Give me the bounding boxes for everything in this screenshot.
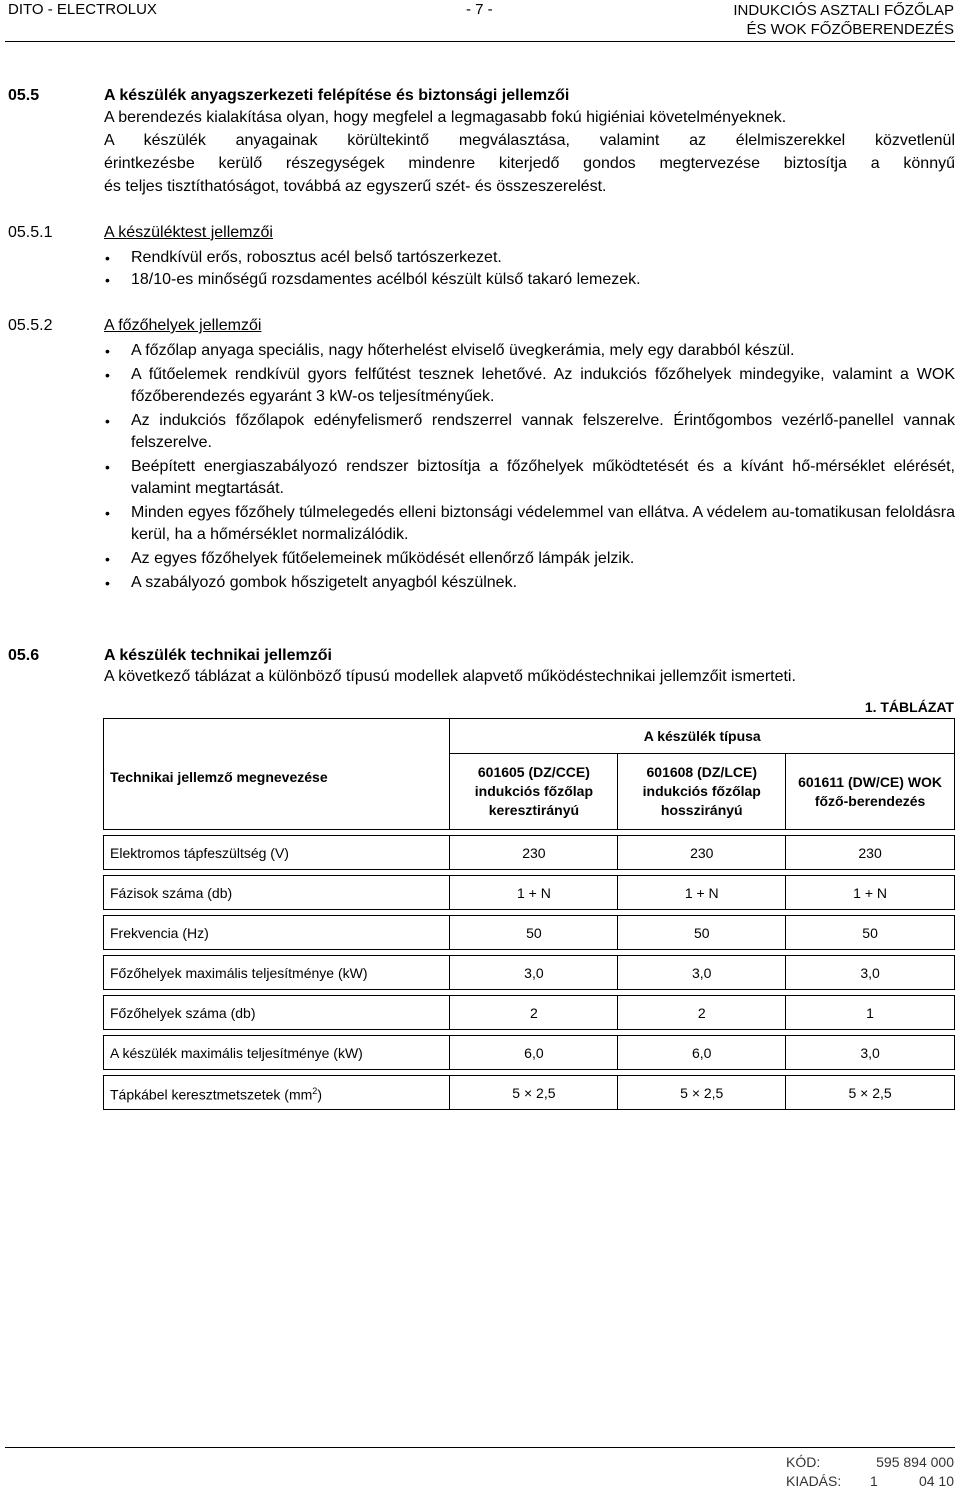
cell-value: 230 (618, 836, 786, 870)
cell-value: 230 (786, 836, 955, 870)
list-item-text: A szabályozó gombok hőszigetelt anyagból készülnek. (131, 574, 518, 591)
list-item-text: Az indukciós főzőlapok edényfelismerő rendszerrel vannak felszerelve. Érintőgombos vezérlő-panellel vannak felszerelve. (131, 412, 955, 451)
list-item (104, 364, 955, 408)
list-item (104, 340, 955, 362)
row-label-text: Tápkábel keresztmetszetek (mm (110, 1086, 313, 1103)
cell-value: 5 × 2,5 (450, 1076, 618, 1110)
paragraph-line: A berendezés kialakítása olyan, hogy megfelel a legmagasabb fokú higiéniai követelményeknek. (104, 109, 787, 126)
list-item-text: 18/10-es minőségű rozsdamentes acélból készült külső takaró lemezek. (131, 271, 641, 288)
row-label: Fázisok száma (db) (104, 876, 450, 910)
table-group-header: A készülék típusa (450, 719, 955, 754)
section-paragraph-05-5 (104, 106, 955, 198)
section-intro-05-6: A következő táblázat a különböző típusú modellek alapvető működéstechnikai jellemzőit ismerteti. (104, 668, 796, 685)
bullet-icon: • (105, 505, 110, 521)
table-label: 1. TÁBLÁZAT (864, 699, 954, 715)
table-row (104, 876, 955, 910)
bullet-list-05-5-2 (104, 340, 955, 594)
section-number-05-6: 05.6 (8, 647, 40, 664)
cell-value: 230 (450, 836, 618, 870)
list-item (104, 572, 955, 594)
footer-code-value: 595 894 000 (876, 1454, 954, 1470)
technical-specs-table (103, 718, 955, 1110)
bullet-icon: • (105, 250, 110, 266)
section-title-05-5-2: A főzőhelyek jellemzői (104, 317, 262, 334)
cell-value: 3,0 (786, 956, 955, 990)
cell-value: 50 (450, 916, 618, 950)
bullet-icon: • (105, 575, 110, 591)
table-row (104, 916, 955, 950)
list-item (104, 548, 955, 570)
header-document-title (733, 1, 954, 39)
list-item-text: Beépített energiaszabályozó rendszer biztosítja a főzőhelyek működtetését és a kívánt hő-mérséklet elérését, valamint megtartását. (131, 458, 955, 497)
list-item (104, 410, 955, 454)
table-corner-header: Technikai jellemző megnevezése (104, 719, 450, 830)
footer-issue-label: KIADÁS: (786, 1473, 842, 1489)
footer-code-label: KÓD: (786, 1454, 821, 1470)
cell-value: 5 × 2,5 (786, 1076, 955, 1110)
table-row (104, 996, 955, 1030)
paragraph-line: A készülék anyagainak körültekintő megválasztása, valamint az élelmiszerekkel közvetlenül (104, 132, 955, 149)
cell-value: 50 (618, 916, 786, 950)
row-label (104, 1076, 450, 1110)
column-header-601611: 601611 (DW/CE) WOK főző-berendezés (786, 754, 955, 830)
cell-value: 50 (786, 916, 955, 950)
cell-value: 6,0 (450, 1036, 618, 1070)
bullet-icon: • (105, 272, 110, 288)
row-label: A készülék maximális teljesítménye (kW) (104, 1036, 450, 1070)
list-item (104, 502, 955, 546)
cell-value: 2 (450, 996, 618, 1030)
cell-value: 3,0 (450, 956, 618, 990)
row-label-end: ) (317, 1086, 322, 1103)
cell-value: 1 (786, 996, 955, 1030)
footer-divider (5, 1447, 955, 1448)
table-header-row-group (104, 719, 955, 754)
section-title-05-5: A készülék anyagszerkezeti felépítése és biztonsági jellemzői (104, 87, 570, 104)
list-item-text: Rendkívül erős, robosztus acél belső tartószerkezet. (131, 249, 502, 266)
column-header-601605: 601605 (DZ/CCE) indukciós főzőlap keresztirányú (450, 754, 618, 830)
cell-value: 3,0 (786, 1036, 955, 1070)
list-item-text: A főzőlap anyaga speciális, nagy hőterhelést elviselő üvegkerámia, mely egy darabból készül. (131, 342, 795, 359)
table-row (104, 956, 955, 990)
bullet-icon: • (105, 343, 110, 359)
list-item-text: Minden egyes főzőhely túlmelegedés elleni biztonsági védelemmel van ellátva. A védelem au-tomatikusan feloldásra kerül, ha a hőmérséklet normalizálódik. (131, 504, 955, 543)
cell-value: 1 + N (618, 876, 786, 910)
cell-value: 1 + N (450, 876, 618, 910)
row-label: Főzőhelyek száma (db) (104, 996, 450, 1030)
cell-value: 5 × 2,5 (618, 1076, 786, 1110)
bullet-list-05-5-1 (104, 247, 955, 291)
header-page-number: - 7 - (466, 1, 493, 18)
cell-value: 2 (618, 996, 786, 1030)
footer-date: 04 10 (918, 1473, 954, 1489)
bullet-icon: • (105, 413, 110, 429)
list-item-text: A fűtőelemek rendkívül gyors felfűtést tesznek lehetővé. Az indukciós főzőhelyek mindegyike, valamint a WOK főzőberendezés egyaránt 3 kW-os teljesítményűek. (131, 366, 955, 405)
list-item (104, 269, 955, 291)
header-company: DITO - ELECTROLUX (8, 1, 157, 18)
table-row (104, 1076, 955, 1110)
header-title-line-2: ÉS WOK FŐZŐBERENDEZÉS (746, 21, 954, 38)
row-label: Főzőhelyek maximális teljesítménye (kW) (104, 956, 450, 990)
footer-issue-value: 1 (870, 1473, 878, 1489)
header-divider (5, 41, 955, 42)
section-number-05-5-1: 05.5.1 (8, 224, 53, 241)
bullet-icon: • (105, 459, 110, 475)
table-row (104, 836, 955, 870)
section-number-05-5: 05.5 (8, 87, 40, 104)
bullet-icon: • (105, 367, 110, 383)
column-header-601608: 601608 (DZ/LCE) indukciós főzőlap hosszirányú (618, 754, 786, 830)
paragraph-line: és teljes tisztíthatóságot, továbbá az egyszerű szét- és összeszerelést. (104, 178, 607, 195)
header-title-line-1: INDUKCIÓS ASZTALI FŐZŐLAP (733, 2, 954, 19)
table-row (104, 1036, 955, 1070)
section-title-05-5-1: A készüléktest jellemzői (104, 224, 273, 241)
row-label: Elektromos tápfeszültség (V) (104, 836, 450, 870)
bullet-icon: • (105, 551, 110, 567)
list-item (104, 456, 955, 500)
cell-value: 3,0 (618, 956, 786, 990)
list-item-text: Az egyes főzőhelyek fűtőelemeinek működését ellenőrző lámpák jelzik. (131, 550, 635, 567)
paragraph-line: érintkezésbe kerülő részegységek mindenre kiterjedő gondos megtervezése biztosítja a könnyű (104, 155, 955, 172)
cell-value: 6,0 (618, 1036, 786, 1070)
list-item (104, 247, 955, 269)
cell-value: 1 + N (786, 876, 955, 910)
section-number-05-5-2: 05.5.2 (8, 317, 53, 334)
row-label: Frekvencia (Hz) (104, 916, 450, 950)
row-label-superscript: 2 (312, 1085, 318, 1096)
section-title-05-6: A készülék technikai jellemzői (104, 647, 332, 664)
